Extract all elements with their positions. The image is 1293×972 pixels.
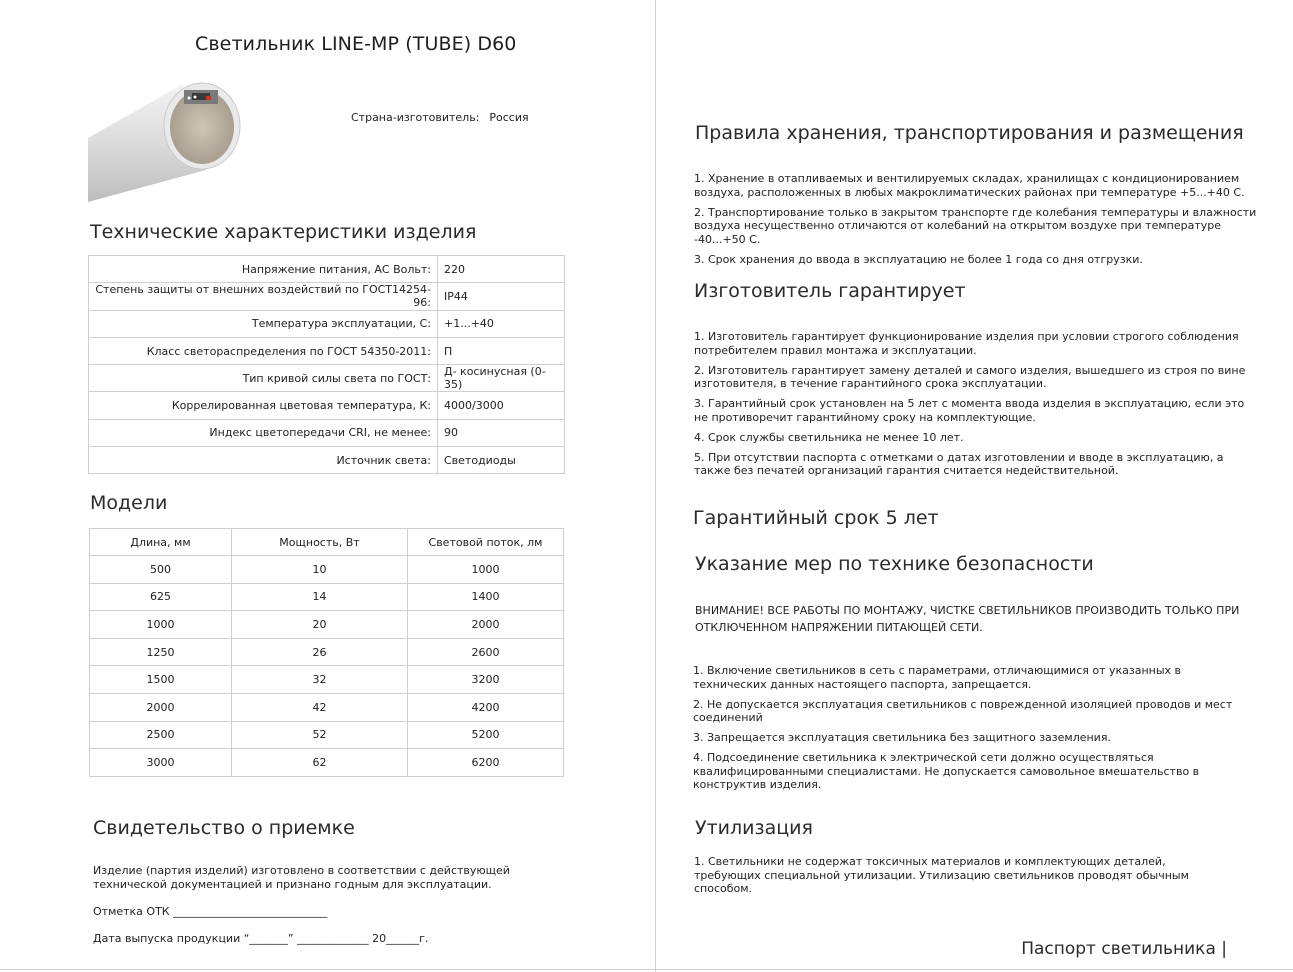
safety-item: 3. Запрещается эксплуатация светильника без защитного заземления. — [693, 731, 1111, 744]
product-title: Светильник LINE-MP (TUBE) D60 — [195, 33, 517, 55]
spec-row — [89, 365, 565, 392]
guarantee-item: 4. Срок службы светильника не менее 10 лет. — [694, 430, 964, 444]
otk-line: Отметка ОТК ____________________________ — [93, 905, 328, 918]
acceptance-text: Изделие (партия изделий) изготовлено в соответствии с действующей технической документацией и признано годным для эксплуатации. — [93, 864, 510, 891]
storage-item: 1. Хранение в отапливаемых и вентилируемых складах, хранилищах с кондиционированием воздуха, расположенных в любых макроклиматических районах при температуре +5...+40 С. — [694, 172, 1245, 199]
release-date-line: Дата выпуска продукции “_______” _____________ 20______г. — [93, 932, 429, 945]
spec-value: 220 — [438, 256, 565, 283]
spec-key: Степень защиты от внешних воздействий по ГОСТ14254-96: — [89, 283, 438, 310]
safety-item: 4. Подсоединение светильника к электрической сети должно осуществляться квалифицированными специалистами. Не допускается самовольное вмешательство в конструктив изделия. — [693, 751, 1200, 791]
model-cell: 2500 — [90, 721, 232, 749]
storage-item: 3. Срок хранения до ввода в эксплуатацию не более 1 года со дня отгрузки. — [694, 252, 1143, 266]
safety-list — [693, 664, 1253, 798]
model-row — [90, 638, 564, 666]
model-cell: 625 — [90, 583, 232, 611]
model-cell: 500 — [90, 556, 232, 584]
model-row — [90, 749, 564, 777]
model-cell: 1400 — [408, 583, 564, 611]
model-cell: 42 — [232, 693, 408, 721]
model-row — [90, 693, 564, 721]
model-cell: 14 — [232, 583, 408, 611]
model-cell: 5200 — [408, 721, 564, 749]
disposal-heading: Утилизация — [695, 817, 813, 839]
models-header-row — [90, 529, 564, 556]
spec-value: 90 — [438, 419, 565, 446]
model-cell: 1000 — [408, 556, 564, 584]
spec-key: Тип кривой силы света по ГОСТ: — [89, 365, 438, 392]
storage-list — [694, 172, 1274, 273]
spec-row — [89, 283, 565, 310]
model-cell: 1250 — [90, 638, 232, 666]
spec-value: +1...+40 — [438, 310, 565, 337]
product-image — [88, 74, 248, 204]
guarantee-heading: Изготовитель гарантирует — [694, 280, 966, 302]
spec-row — [89, 310, 565, 337]
model-row — [90, 666, 564, 694]
model-cell: 52 — [232, 721, 408, 749]
spec-key: Температура эксплуатации, С: — [89, 310, 438, 337]
models-heading: Модели — [90, 492, 168, 514]
spec-row — [89, 337, 565, 364]
models-column-header: Мощность, Вт — [232, 529, 408, 556]
model-cell: 2600 — [408, 638, 564, 666]
model-cell: 2000 — [90, 693, 232, 721]
model-cell: 3200 — [408, 666, 564, 694]
model-cell: 2000 — [408, 611, 564, 639]
spec-value: 4000/3000 — [438, 392, 565, 419]
model-cell: 62 — [232, 749, 408, 777]
model-cell: 1000 — [90, 611, 232, 639]
country-of-origin — [351, 111, 529, 124]
country-label: Страна-изготовитель: — [351, 111, 480, 124]
spec-value: Светодиоды — [438, 447, 565, 474]
model-row — [90, 721, 564, 749]
model-row — [90, 611, 564, 639]
guarantee-item: 3. Гарантийный срок установлен на 5 лет с момента ввода изделия в эксплуатацию, если это не противоречит гарантийному сроку на комплектующие. — [694, 397, 1245, 424]
model-cell: 1500 — [90, 666, 232, 694]
safety-item: 2. Не допускается эксплуатация светильников с поврежденной изоляцией проводов и мест соединений — [693, 697, 1233, 724]
model-cell: 4200 — [408, 693, 564, 721]
model-cell: 3000 — [90, 749, 232, 777]
guarantee-item: 5. При отсутствии паспорта с отметками о датах изготовлении и вводе в эксплуатацию, а также без печатей организаций гарантия считается недействительной. — [694, 450, 1224, 477]
spec-row — [89, 419, 565, 446]
spec-value: IP44 — [438, 283, 565, 310]
spec-row — [89, 256, 565, 283]
model-cell: 26 — [232, 638, 408, 666]
model-cell: 20 — [232, 611, 408, 639]
models-table — [89, 528, 564, 777]
model-cell: 6200 — [408, 749, 564, 777]
guarantee-item: 1. Изготовитель гарантирует функционирование изделия при условии строгого соблюдения потребителем правил монтажа и эксплуатации. — [694, 330, 1239, 357]
disposal-text: 1. Светильники не содержат токсичных материалов и комплектующих деталей, требующих специальной утилизации. Утилизацию светильников проводят обычным способом. — [694, 855, 1189, 895]
spec-key: Источник света: — [89, 447, 438, 474]
right-page — [656, 0, 1293, 972]
spec-key: Индекс цветопередачи CRI, не менее: — [89, 419, 438, 446]
model-cell: 10 — [232, 556, 408, 584]
safety-warning: ВНИМАНИЕ! ВСЕ РАБОТЫ ПО МОНТАЖУ, ЧИСТКЕ СВЕТИЛЬНИКОВ ПРОИЗВОДИТЬ ТОЛЬКО ПРИ ОТКЛЮЧЕННОМ НАПРЯЖЕНИИ ПИТАЮЩЕЙ СЕТИ. — [695, 604, 1240, 634]
country-value: Россия — [489, 111, 529, 124]
spec-value: П — [438, 337, 565, 364]
guarantee-list — [694, 330, 1254, 484]
spec-key: Класс светораспределения по ГОСТ 54350-2011: — [89, 337, 438, 364]
warranty-heading: Гарантийный срок 5 лет — [693, 507, 939, 529]
safety-heading: Указание мер по технике безопасности — [695, 553, 1094, 575]
specs-heading: Технические характеристики изделия — [90, 221, 477, 243]
spec-key: Напряжение питания, АС Вольт: — [89, 256, 438, 283]
storage-item: 2. Транспортирование только в закрытом транспорте где колебания температуры и влажности воздуха несущественно отличаются от колебаний на открытом воздухе при температуре -40...+50 С. — [694, 205, 1257, 246]
models-column-header: Длина, мм — [90, 529, 232, 556]
acceptance-heading: Свидетельство о приемке — [93, 817, 355, 839]
model-row — [90, 556, 564, 584]
guarantee-item: 2. Изготовитель гарантирует замену деталей и самого изделия, вышедшего из строя по вине изготовителя, в течение гарантийного срока эксплуатации. — [694, 363, 1246, 390]
model-cell: 32 — [232, 666, 408, 694]
bottom-border — [0, 969, 1293, 970]
safety-item: 1. Включение светильников в сеть с параметрами, отличающимися от указанных в технических данных настоящего паспорта, запрещается. — [693, 664, 1182, 691]
specs-table — [88, 255, 565, 474]
spec-value: Д- косинусная (0-35) — [438, 365, 565, 392]
passport-footer: Паспорт светильника | — [1021, 939, 1227, 959]
spec-row — [89, 447, 565, 474]
spec-row — [89, 392, 565, 419]
model-row — [90, 583, 564, 611]
storage-heading: Правила хранения, транспортирования и размещения — [695, 122, 1244, 144]
models-column-header: Световой поток, лм — [408, 529, 564, 556]
spec-key: Коррелированная цветовая температура, К: — [89, 392, 438, 419]
